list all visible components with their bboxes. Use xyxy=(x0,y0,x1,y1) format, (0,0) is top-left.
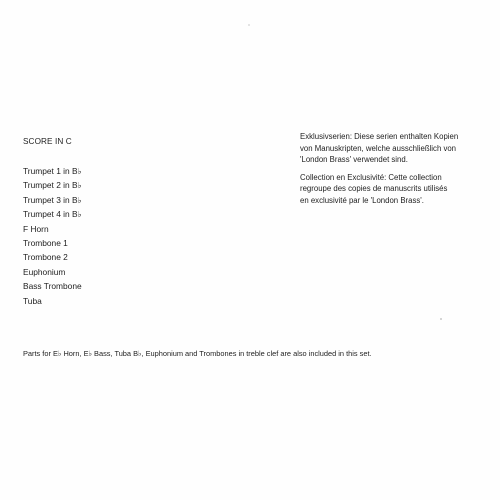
parts-note: Parts for E♭ Horn, E♭ Bass, Tuba B♭, Euphonium and Trombones in treble clef are also included in this set. xyxy=(23,349,372,358)
instrument-item: Trumpet 1 in B♭ xyxy=(23,166,82,176)
instrument-list xyxy=(23,164,173,308)
german-note-line: 'London Brass' verwendet sind. xyxy=(300,155,408,165)
score-heading: SCORE IN C xyxy=(23,137,72,146)
exclusivity-notes xyxy=(300,131,490,213)
french-note xyxy=(300,172,490,207)
instrument-item: Trumpet 4 in B♭ xyxy=(23,209,82,220)
french-note-line: Collection en Exclusivité: Cette collection xyxy=(300,172,442,182)
instrument-item: Trumpet 3 in B♭ xyxy=(23,194,82,205)
paper-speck xyxy=(440,318,442,320)
instrument-item: Trombone 1 xyxy=(23,238,68,249)
instrument-item: F Horn xyxy=(23,223,49,234)
french-note-line: regroupe des copies de manuscrits utilisés xyxy=(300,184,448,194)
german-note-line: Exklusivserien: Diese serien enthalten Kopien xyxy=(300,132,459,141)
instrument-item: Euphonium xyxy=(23,266,66,277)
instrument-item: Trumpet 2 in B♭ xyxy=(23,180,82,191)
instrument-item: Tuba xyxy=(23,295,42,306)
score-instrumentation xyxy=(23,137,173,308)
paper-speck xyxy=(248,24,250,26)
german-note xyxy=(300,131,490,166)
instrument-item: Bass Trombone xyxy=(23,281,82,292)
french-note-line: en exclusivité par le 'London Brass'. xyxy=(300,195,424,205)
german-note-line: von Manuskripten, welche ausschließlich von xyxy=(300,143,457,153)
instrument-item: Trombone 2 xyxy=(23,252,68,263)
